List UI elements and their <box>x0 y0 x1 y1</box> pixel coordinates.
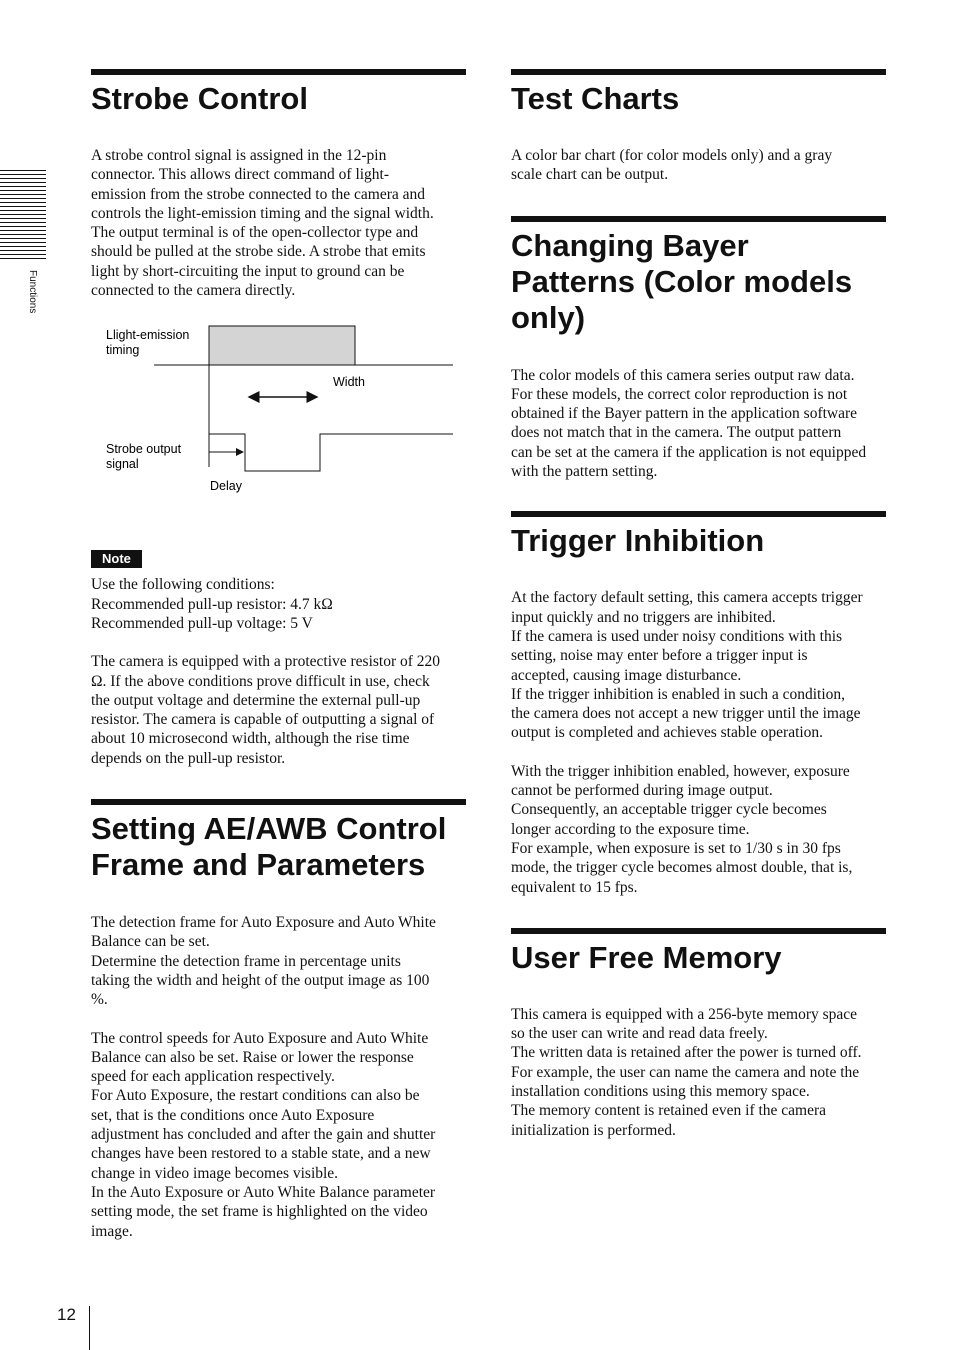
strobe-output-waveform <box>209 434 453 471</box>
user-free-memory-heading: User Free Memory <box>511 928 886 976</box>
note-paragraph: The camera is equipped with a protective resistor of 220 Ω. If the above conditions prove difficult in use, check the output voltage and determine the external pull-up resistor. The camera is capable of outputting a signal of about 10 microsecond width, although the rise time depends on the pull-up resistor. <box>91 653 441 767</box>
note-badge: Note <box>91 550 142 568</box>
user-free-memory-section <box>511 928 886 1140</box>
strobe-timing-diagram <box>91 322 466 502</box>
strobe-control-section <box>91 69 466 768</box>
page-number-rule <box>89 1306 90 1350</box>
bayer-paragraph: The color models of this camera series output raw data. For these models, the correct color reproduction is not obtained if the Bayer pattern in the application software does not match that in the camera. The output pattern can be set at the camera if the application is not equipped with the pattern setting. <box>511 366 867 481</box>
ae-awb-section <box>91 799 466 1241</box>
right-column <box>511 69 886 1140</box>
delay-label: Delay <box>210 479 242 494</box>
trigger-inhibition-section <box>511 511 886 896</box>
trigger-paragraph-1: At the factory default setting, this camera accepts trigger input quickly and no triggers are inhibited. If the camera is used under noisy conditions with this setting, noise may enter before a trigger input is accepted, causing image disturbance. If the trigger inhibition is enabled in such a condition, the camera does not accept a new trigger until the image output is completed and achieves stable operation. <box>511 589 863 742</box>
bayer-heading: Changing Bayer Patterns (Color models only) <box>511 216 886 336</box>
strobe-output-label-line1: Strobe output <box>106 442 182 457</box>
user-free-memory-paragraph: This camera is equipped with a 256-byte memory space so the user can write and read data freely. The written data is retained after the power is turned off. For example, the user can name the camera and note the installation conditions using this memory space. The memory content is retained even if the camera initialization is performed. <box>511 1005 862 1139</box>
side-tab-label: Functions <box>27 270 38 314</box>
strobe-output-label-line2: signal <box>106 457 139 472</box>
page-number: 12 <box>57 1305 76 1324</box>
emission-timing-label-line2: timing <box>106 343 140 358</box>
ae-awb-heading: Setting AE/AWB Control Frame and Parameters <box>91 799 466 883</box>
strobe-control-paragraph: A strobe control signal is assigned in the 12-pin connector. This allows direct command of light- emission from the strobe connected to the camera and controls the light-emission timing and the signal width. The output terminal is of the open-collector type and should be pulled at the strobe side. A strobe that emits light by short-circuiting the input to ground can be connected to the camera directly. <box>91 147 434 300</box>
test-charts-heading: Test Charts <box>511 69 886 117</box>
emission-pulse <box>209 326 355 365</box>
bayer-section <box>511 216 886 482</box>
ae-awb-paragraph-1: The detection frame for Auto Exposure and Auto White Balance can be set. Determine the detection frame in percentage units taking the width and height of the output image as 100 %. <box>91 914 436 1009</box>
emission-timing-label-line1: Llight-emission <box>106 328 190 343</box>
trigger-paragraph-2: With the trigger inhibition enabled, however, exposure cannot be performed during image output. Consequently, an acceptable trigger cycle becomes longer according to the exposure time. For example, when exposure is set to 1/30 s in 30 fps mode, the trigger cycle becomes almost double, that is, equivalent to 15 fps. <box>511 762 853 896</box>
test-charts-paragraph: A color bar chart (for color models only) and a gray scale chart can be output. <box>511 147 833 184</box>
side-tab-stripes <box>0 170 46 260</box>
ae-awb-paragraph-2: The control speeds for Auto Exposure and Auto White Balance can also be set. Raise or lower the response speed for each application respectively. For Auto Exposure, the restart conditions can also be set, that is the conditions once Auto Exposure adjustment has concluded and after the gain and shutter changes have been restored to a stable state, and a new change in video image becomes visible. In the Auto Exposure or Auto White Balance parameter setting mode, the set frame is highlighted on the video image. <box>91 1029 436 1240</box>
note-conditions: Use the following conditions: Recommended pull-up resistor: 4.7 kΩ Recommended pull-up voltage: 5 V <box>91 576 333 632</box>
strobe-control-heading: Strobe Control <box>91 69 466 117</box>
trigger-inhibition-heading: Trigger Inhibition <box>511 511 886 559</box>
left-column <box>91 69 466 1241</box>
width-label: Width <box>333 375 365 390</box>
test-charts-section <box>511 69 886 185</box>
